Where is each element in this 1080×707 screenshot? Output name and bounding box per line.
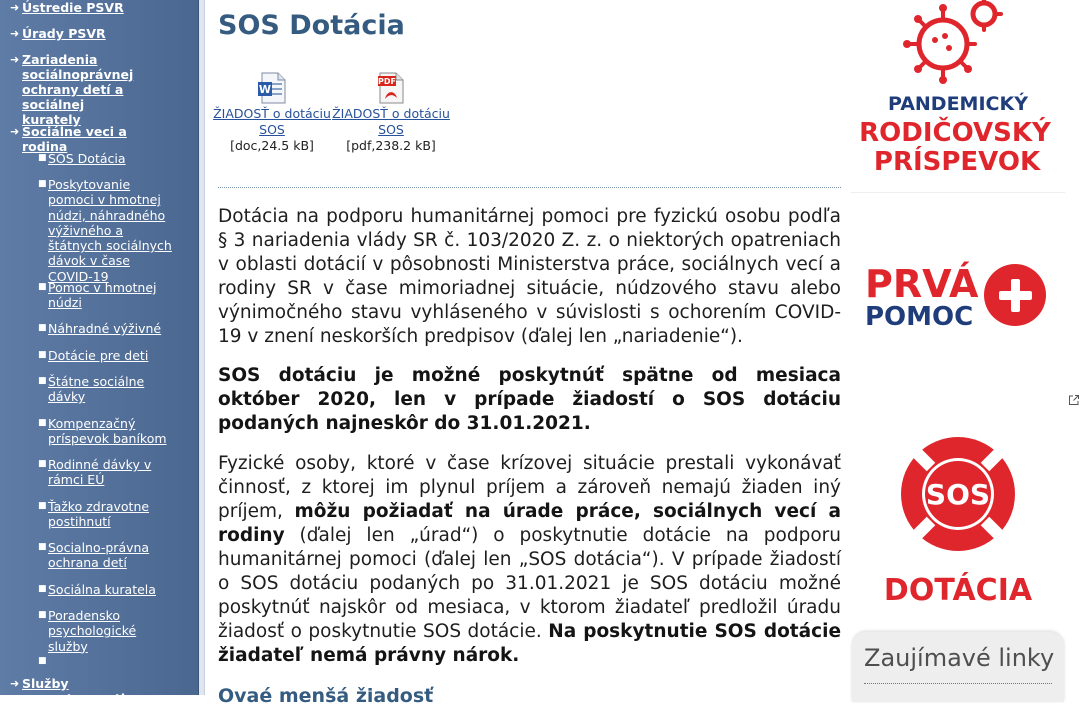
prva-pomoc-graphic: [851, 193, 1065, 411]
arrow-right-icon: ➜: [10, 27, 20, 40]
sub-item-hmotna-nudza[interactable]: [38, 280, 173, 311]
links-divider: [864, 683, 1052, 684]
nav-item-socialne-veci[interactable]: [10, 124, 172, 154]
eligibility-text-1: Fyzické osoby, ktoré v čase krízovej situácie prestali vykonávať činnosť, z ktorej im plynul príjem a zároveň nemajú žiaden iný príjem,: [218, 453, 841, 522]
deadline-text: SOS dotáciu je možné poskytnúť spätne od mesiaca október 2020, len v prípade žiadostí o SOS dotáciu podaných najneskôr do 31.01.2021.: [218, 365, 841, 434]
sub-link[interactable]: Sociálna kuratela: [48, 582, 156, 597]
eligibility-bold-2: Na poskytnutie SOS dotácie žiadateľ nemá právny nárok.: [218, 621, 841, 666]
nav-link[interactable]: Zariadenia sociálnoprávnej ochrany detí a sociálnej kurately: [22, 52, 134, 127]
nav-link[interactable]: Úrady PSVR: [22, 26, 106, 41]
nav-item-ustredie[interactable]: [10, 0, 172, 15]
sub-link[interactable]: Kompenzačný príspevok baníkom: [48, 416, 167, 447]
banner-pandemicky-prispevok[interactable]: [851, 0, 1065, 180]
pdf-icon: [375, 72, 407, 104]
download-doc[interactable]: [212, 72, 332, 154]
square-bullet-icon: ■: [38, 542, 47, 552]
sub-item-poradenstvo[interactable]: [38, 608, 148, 654]
sub-item-covid-pomoc[interactable]: [38, 177, 173, 284]
square-bullet-icon: ■: [38, 153, 47, 163]
intro-paragraph: Dotácia na podporu humanitárnej pomoci pre fyzickú osobu podľa § 3 nariadenia vlády SR č. 103/2020 Z. z. o niektorých opatreniach v oblasti dotácií v pôsobnosti Ministerstva práce, sociálnych vecí a rodiny SR v čase mimoriadnej situácie, núdzového stavu alebo výnimočného stavu vyhláseného v súvislosti s ochorením COVID-19 v znení neskorších predpisov (ďalej len „nariadenie“).: [218, 206, 841, 347]
svg-text:W: W: [258, 83, 272, 96]
banner3-line: DOTÁCIA: [883, 573, 1033, 608]
sub-link[interactable]: Socialno-právna ochrana detí: [48, 540, 150, 571]
banner2-line1: PRVÁ: [865, 262, 979, 306]
main-content: [213, 0, 842, 707]
content-divider: [218, 187, 841, 188]
sub-item-sopo[interactable]: [38, 540, 173, 571]
sub-link[interactable]: Náhradné výživné: [48, 321, 162, 336]
sub-link[interactable]: Poskytovanie pomoci v hmotnej núdzi, náhradného výživného a štátnych sociálnych dávok v čase COVID-19: [48, 177, 172, 284]
sub-item-kuratela[interactable]: [38, 582, 173, 597]
deadline-paragraph: [218, 364, 841, 436]
sub-item-kompenzacny[interactable]: [38, 416, 173, 447]
sub-item-statne-davky[interactable]: [38, 374, 173, 405]
nav-link[interactable]: Ústredie PSVR: [22, 0, 124, 15]
square-bullet-icon: ■: [38, 350, 47, 360]
file-meta: [doc,24.5 kB]: [230, 138, 314, 153]
square-bullet-icon: ■: [38, 584, 47, 594]
square-bullet-icon: ■: [38, 282, 47, 292]
banner-prva-pomoc[interactable]: [851, 192, 1065, 410]
eligibility-text-2: (ďalej len „úrad“) o poskytnutie dotácie na podporu humanitárnej pomoci (ďalej len „SOS dotácia“). V prípade žiadostí o SOS dotáciu podaných po 31.01.2021 je SOS dotáciu možné poskytnúť najskôr od mesiaca, v ktorom žiadateľ predložil úradu žiadosť o poskytnutie SOS dotácie.: [218, 525, 841, 642]
square-bullet-icon: ■: [38, 418, 47, 428]
square-bullet-icon: ■: [38, 501, 47, 511]
file-link[interactable]: ŽIADOSŤ o dotáciu SOS: [332, 106, 450, 137]
square-bullet-icon: ■: [38, 376, 47, 386]
nav-item-urady[interactable]: [10, 26, 172, 41]
eligibility-paragraph: [218, 452, 841, 668]
sidebar-edge: [199, 0, 205, 695]
nav-link[interactable]: Sociálne veci a rodina: [22, 124, 127, 154]
arrow-right-icon: ➜: [10, 125, 20, 138]
nav-item-zariadenia[interactable]: [10, 52, 140, 127]
sub-link[interactable]: Pomoc v hmotnej núdzi: [48, 280, 157, 311]
file-meta: [pdf,238.2 kB]: [346, 138, 436, 153]
section-heading: Ovaé menšá žiadosť: [218, 685, 434, 707]
sub-link[interactable]: Poradensko psychologické služby: [48, 608, 137, 654]
page-title: SOS Dotácia: [218, 10, 405, 41]
sub-link[interactable]: SOS Dotácia: [48, 151, 126, 166]
links-title: Zaujímavé linky: [864, 644, 1055, 672]
eligibility-bold-1: môžu požiadať na úrade práce, sociálnych vecí a rodiny: [218, 501, 842, 546]
sub-item-rodinne-eu[interactable]: [38, 457, 173, 488]
plus-badge-icon: [984, 264, 1046, 326]
word-doc-icon: [256, 72, 288, 104]
arrow-right-icon: ➜: [10, 1, 20, 14]
interesting-links-box: [852, 632, 1064, 702]
svg-text:PDF: PDF: [378, 77, 396, 86]
file-link[interactable]: ŽIADOSŤ o dotáciu SOS: [213, 106, 331, 137]
banner2-line2: POMOC: [865, 302, 974, 332]
download-pdf[interactable]: [331, 72, 451, 154]
sub-link[interactable]: Ťažko zdravotne postihnutí: [48, 499, 150, 530]
banner1-line2: RODIČOVSKÝ: [859, 118, 1051, 148]
arrow-right-icon: ➜: [10, 53, 20, 66]
sub-item-sos-dotacia[interactable]: [38, 151, 173, 166]
lifebuoy-icon: [851, 412, 1065, 622]
square-bullet-icon: ■: [38, 179, 47, 189]
square-bullet-icon: ■: [38, 323, 47, 333]
square-bullet-icon: ■: [38, 610, 47, 620]
banner-sos-dotacia[interactable]: [851, 412, 1065, 622]
nav-item-zamestnanost[interactable]: [10, 676, 172, 706]
virus-icon: [851, 0, 1065, 180]
external-link-icon[interactable]: [1068, 394, 1080, 406]
banner1-line3: PRÍSPEVOK: [873, 147, 1041, 177]
sub-item-tzp[interactable]: [38, 499, 173, 530]
square-bullet-icon: ■: [38, 656, 47, 666]
sub-link[interactable]: Dotácie pre deti: [48, 348, 149, 363]
arrow-right-icon: ➜: [10, 677, 20, 690]
sub-item-nahradne-vyzivne[interactable]: [38, 321, 173, 336]
banner1-line1: PANDEMICKÝ: [888, 93, 1028, 115]
sub-item-dotacie-deti[interactable]: [38, 348, 173, 363]
right-column: [851, 0, 1080, 695]
sub-link[interactable]: Rodinné dávky v rámci EÚ: [48, 457, 152, 488]
nav-link[interactable]: Služby zamestnanosti: [22, 676, 126, 706]
sub-link[interactable]: Štátne sociálne dávky: [48, 374, 145, 405]
square-bullet-icon: ■: [38, 459, 47, 469]
banner3-badge: SOS: [925, 478, 991, 511]
left-navigation: [0, 0, 199, 706]
